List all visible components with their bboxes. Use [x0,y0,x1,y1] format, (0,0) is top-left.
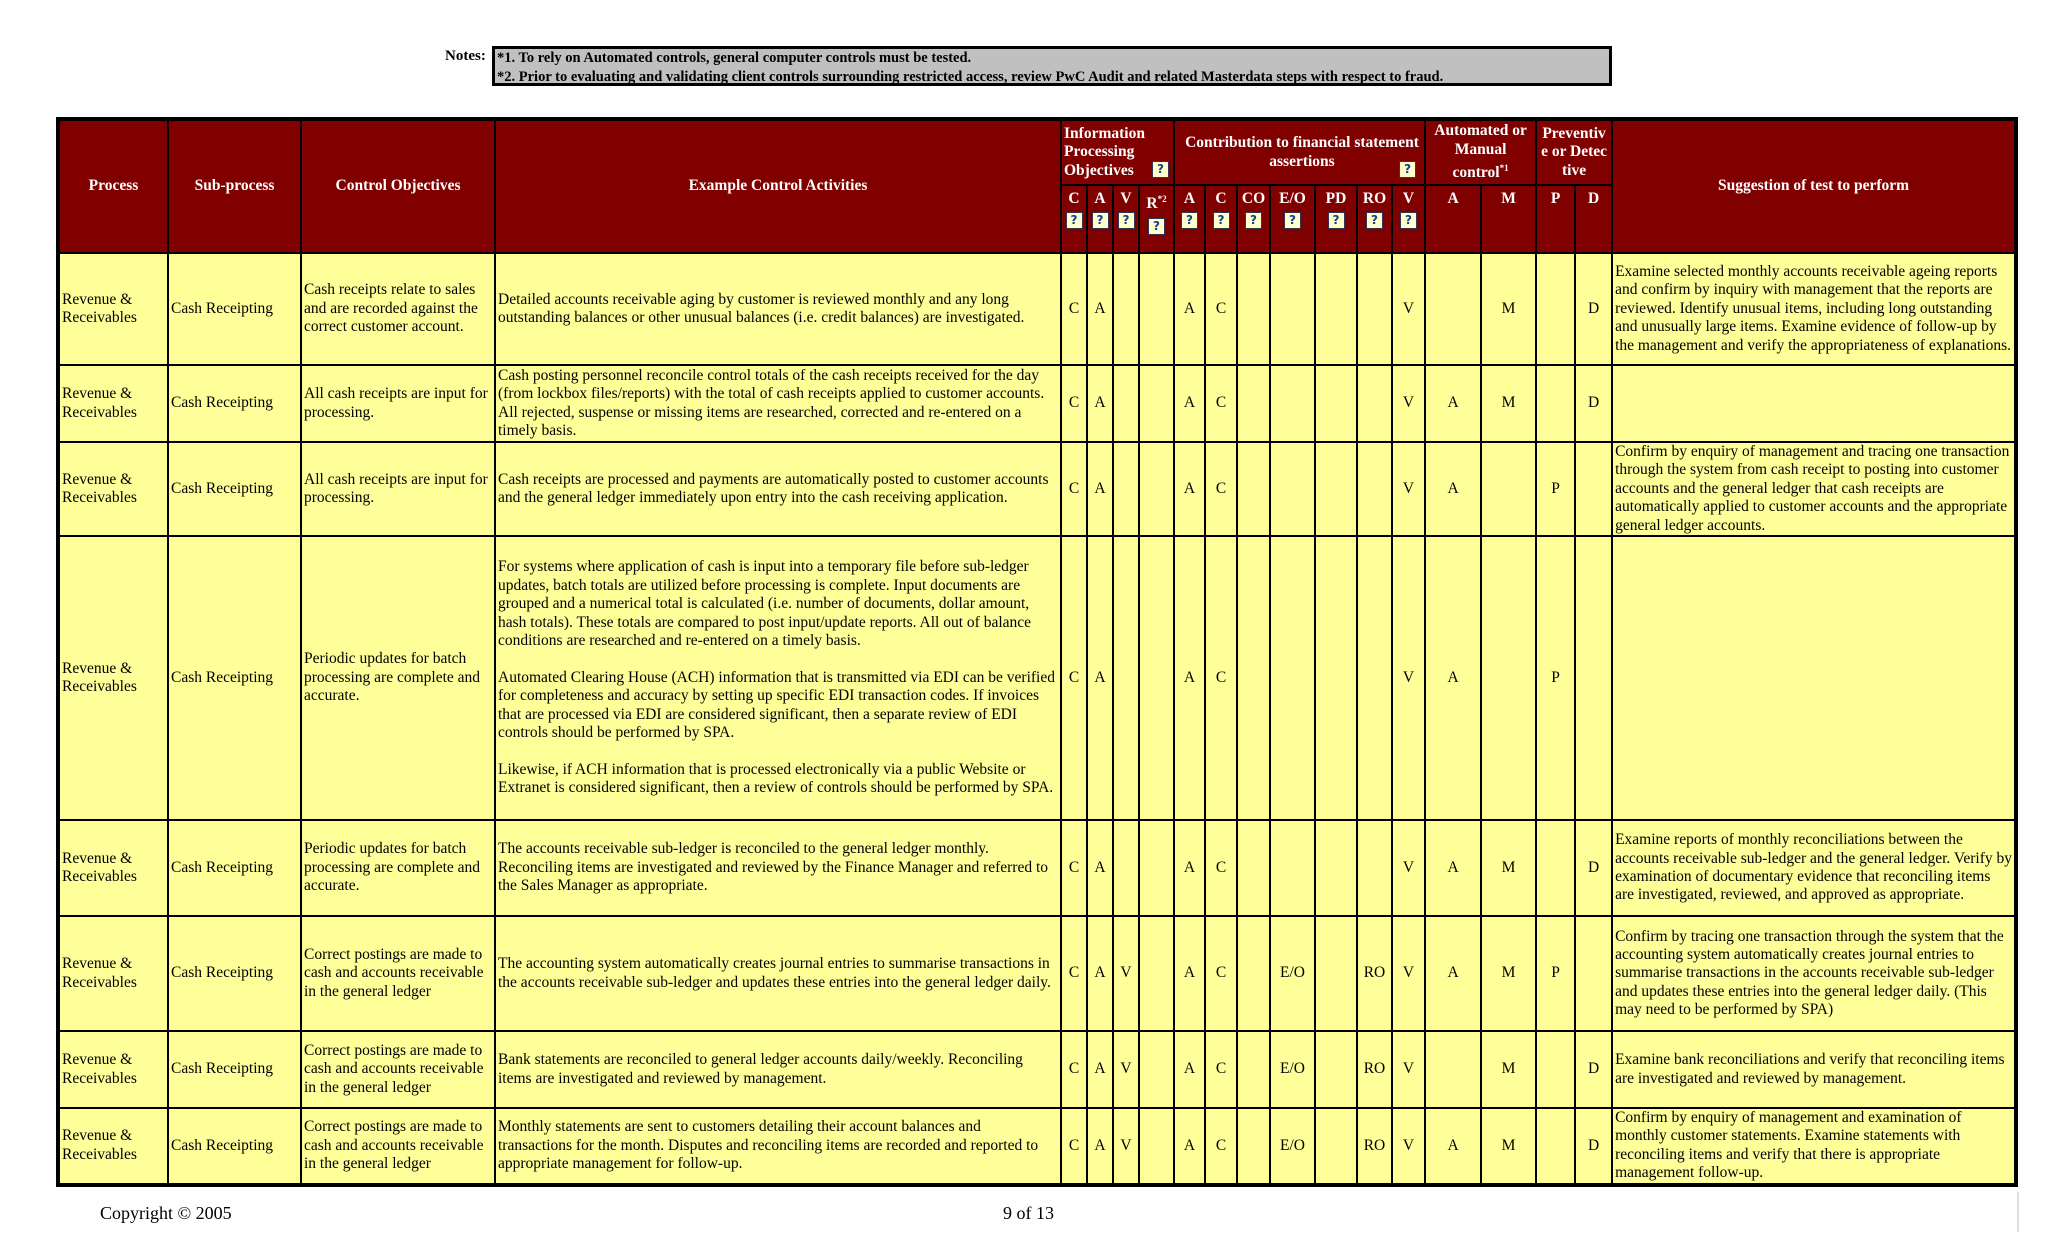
header-assertions-group [1174,119,1425,185]
table-row [58,442,2016,536]
cell-assertion: A [1174,536,1205,820]
cell-assertion [1357,442,1392,536]
page-edge-rule [2017,1192,2019,1232]
cell-subprocess: Cash Receipting [168,442,301,536]
cell-assertion: C [1205,253,1237,365]
cell-ipo [1139,1108,1174,1185]
cell-ipo: A [1087,253,1113,365]
subheader-assert-ro [1357,185,1392,253]
note-2: *2. Prior to evaluating and validating client controls surrounding restricted access, review PwC Audit and related Masterdata steps with respect to fraud. [497,69,1444,85]
cell-ipo [1113,442,1139,536]
cell-process: Revenue & Receivables [58,820,168,916]
cell-auto-manual [1425,253,1481,365]
cell-ipo [1113,536,1139,820]
cell-assertion [1237,820,1270,916]
subheader-pd-d [1575,185,1612,253]
cell-auto-manual: M [1481,1108,1536,1185]
cell-subprocess: Cash Receipting [168,253,301,365]
note-1: *1. To rely on Automated controls, general computer controls must be tested. [497,50,972,66]
subheader-label: C [1068,190,1080,207]
cell-prev-det [1536,820,1575,916]
cell-prev-det: P [1536,442,1575,536]
cell-prev-det: D [1575,1108,1612,1185]
header-assertions-label: Contribution to financial statement assertions [1185,134,1419,170]
cell-assertion: C [1205,442,1237,536]
cell-assertion [1237,365,1270,442]
cell-prev-det [1536,365,1575,442]
cell-assertion [1270,253,1315,365]
table-row [58,253,2016,365]
cell-ipo: C [1061,820,1087,916]
cell-ipo: V [1113,1108,1139,1185]
subheader-ipo-r [1139,185,1174,253]
cell-assertion [1315,442,1357,536]
cell-ipo: A [1087,916,1113,1031]
cell-ipo: A [1087,1031,1113,1108]
control-matrix-table [56,117,2018,1187]
cell-ipo [1139,442,1174,536]
subheader-am-a [1425,185,1481,253]
subheader-assert-v [1392,185,1425,253]
cell-assertion [1315,820,1357,916]
cell-process: Revenue & Receivables [58,253,168,365]
help-icon[interactable]: ? [1148,218,1165,235]
header-subprocess: Sub-process [168,119,301,253]
cell-assertion [1270,536,1315,820]
cell-ipo [1139,1031,1174,1108]
help-icon[interactable]: ? [1152,161,1169,178]
notes-box [492,46,1612,86]
cell-assertion: C [1205,365,1237,442]
cell-assertion: C [1205,536,1237,820]
footer-copyright: Copyright © 2005 [100,1203,232,1223]
cell-assertion [1237,253,1270,365]
cell-auto-manual: A [1425,820,1481,916]
cell-process: Revenue & Receivables [58,916,168,1031]
cell-assertion [1237,442,1270,536]
cell-process: Revenue & Receivables [58,1108,168,1185]
cell-auto-manual: A [1425,365,1481,442]
table-row [58,820,2016,916]
cell-control-objective: Periodic updates for batch processing are complete and accurate. [301,820,495,916]
cell-assertion: V [1392,442,1425,536]
cell-ipo: C [1061,365,1087,442]
table-row [58,536,2016,820]
table-row [58,916,2016,1031]
cell-subprocess: Cash Receipting [168,1031,301,1108]
cell-ipo [1139,916,1174,1031]
subheader-label: A [1447,190,1459,207]
subheader-label: CO [1241,190,1266,207]
cell-control-activity: Detailed accounts receivable aging by customer is reviewed monthly and any long outstanding balances or other unusual balances (i.e. credit balances) are investigated. [495,253,1061,365]
subheader-label: C [1215,190,1227,207]
help-icon[interactable]: ? [1284,212,1301,229]
table-row [58,1031,2016,1108]
cell-assertion: C [1205,1031,1237,1108]
subheader-assert-co [1237,185,1270,253]
cell-prev-det: D [1575,1031,1612,1108]
cell-suggestion: Confirm by enquiry of management and tracing one transaction through the system from cash receipt to posting into customer accounts and the general ledger that cash receipts are automatically applied to customer accounts and the appropriate general ledger accounts. [1612,442,2016,536]
cell-assertion: A [1174,820,1205,916]
cell-assertion: V [1392,916,1425,1031]
subheader-label: RO [1362,190,1387,207]
cell-ipo: C [1061,1031,1087,1108]
cell-process: Revenue & Receivables [58,536,168,820]
cell-assertion: A [1174,916,1205,1031]
cell-assertion [1237,1031,1270,1108]
subheader-label: D [1587,190,1600,207]
cell-auto-manual: A [1425,1108,1481,1185]
subheader-assert-c [1205,185,1237,253]
cell-assertion: RO [1357,1108,1392,1185]
cell-assertion: C [1205,820,1237,916]
cell-assertion [1237,1108,1270,1185]
cell-auto-manual: M [1481,820,1536,916]
cell-suggestion: Examine reports of monthly reconciliations between the accounts receivable sub-ledger and the general ledger. Verify by examination of documentary evidence that reconciling items are investigated, reviewed, and approved as appropriate. [1612,820,2016,916]
subheader-pd-p [1536,185,1575,253]
cell-prev-det: D [1575,820,1612,916]
cell-subprocess: Cash Receipting [168,916,301,1031]
cell-control-objective: All cash receipts are input for processing. [301,442,495,536]
cell-suggestion [1612,365,2016,442]
cell-assertion: RO [1357,1031,1392,1108]
cell-control-activity: The accounting system automatically creates journal entries to summarise transactions in the accounts receivable sub-ledger and updates these entries into the general ledger daily. [495,916,1061,1031]
cell-control-activity: The accounts receivable sub-ledger is reconciled to the general ledger monthly. Reconciling items are investigated and reviewed by the Finance Manager and referred to the Sales Manager as appropriate. [495,820,1061,916]
cell-auto-manual [1481,442,1536,536]
header-auto-manual-group [1425,119,1536,185]
cell-assertion [1357,253,1392,365]
cell-assertion: E/O [1270,916,1315,1031]
header-example-control-activities: Example Control Activities [495,119,1061,253]
help-icon[interactable]: ? [1092,212,1109,229]
subheader-ipo-a [1087,185,1113,253]
subheader-label: M [1501,190,1516,207]
subheader-label: V [1402,190,1415,207]
cell-ipo: V [1113,916,1139,1031]
cell-auto-manual [1481,536,1536,820]
header-suggestion: Suggestion of test to perform [1612,119,2016,253]
cell-assertion: C [1205,916,1237,1031]
cell-control-objective: Periodic updates for batch processing are complete and accurate. [301,536,495,820]
cell-assertion: V [1392,253,1425,365]
subheader-label: A [1183,190,1196,207]
subheader-label: A [1094,190,1106,207]
cell-auto-manual: M [1481,365,1536,442]
cell-control-objective: Correct postings are made to cash and accounts receivable in the general ledger [301,1108,495,1185]
cell-process: Revenue & Receivables [58,442,168,536]
help-icon[interactable]: ? [1181,212,1198,229]
cell-prev-det [1575,442,1612,536]
cell-ipo: V [1113,1031,1139,1108]
cell-assertion [1270,442,1315,536]
cell-auto-manual: A [1425,442,1481,536]
header-ipo-group [1061,119,1174,185]
footer-page-number: 9 of 13 [1003,1203,1054,1223]
subheader-ipo-c [1061,185,1087,253]
cell-auto-manual: M [1481,253,1536,365]
cell-ipo [1113,253,1139,365]
cell-assertion: V [1392,820,1425,916]
cell-assertion: V [1392,1031,1425,1108]
cell-prev-det: D [1575,365,1612,442]
cell-subprocess: Cash Receipting [168,820,301,916]
cell-ipo [1139,253,1174,365]
cell-ipo [1139,365,1174,442]
help-icon[interactable]: ? [1328,212,1345,229]
cell-assertion [1315,1108,1357,1185]
cell-ipo: C [1061,536,1087,820]
help-icon[interactable]: ? [1066,212,1083,229]
header-process: Process [58,119,168,253]
cell-assertion: A [1174,1108,1205,1185]
cell-assertion [1270,365,1315,442]
table-row [58,365,2016,442]
subheader-assert-e-o [1270,185,1315,253]
cell-control-objective: Cash receipts relate to sales and are recorded against the correct customer account. [301,253,495,365]
cell-auto-manual [1425,1031,1481,1108]
cell-assertion [1315,916,1357,1031]
cell-ipo: A [1087,820,1113,916]
cell-process: Revenue & Receivables [58,365,168,442]
cell-control-activity: Cash receipts are processed and payments are automatically posted to customer accounts and the general ledger immediately upon entry into the cash receiving application. [495,442,1061,536]
cell-ipo: A [1087,1108,1113,1185]
cell-assertion: RO [1357,916,1392,1031]
cell-ipo: A [1087,365,1113,442]
cell-subprocess: Cash Receipting [168,536,301,820]
cell-assertion [1357,365,1392,442]
cell-suggestion: Examine selected monthly accounts receivable ageing reports and confirm by inquiry with management that the reports are reviewed. Identify unusual items, including long outstanding and unusually large items. Examine evidence of follow-up by the management and verify the appropriateness of explanations. [1612,253,2016,365]
cell-control-objective: Correct postings are made to cash and accounts receivable in the general ledger [301,1031,495,1108]
cell-assertion: A [1174,442,1205,536]
subheader-label: E/O [1279,190,1306,207]
cell-assertion [1237,916,1270,1031]
cell-assertion [1270,820,1315,916]
cell-ipo: C [1061,253,1087,365]
cell-assertion [1237,536,1270,820]
cell-auto-manual: A [1425,536,1481,820]
header-auto-manual-note: *1 [1499,163,1509,174]
cell-prev-det [1536,1031,1575,1108]
cell-auto-manual: A [1425,916,1481,1031]
notes-label: Notes: [445,48,486,64]
cell-assertion [1315,536,1357,820]
cell-suggestion: Confirm by tracing one transaction through the system that the accounting system automatically creates journal entries to summarise transactions in the accounts receivable sub-ledger and updates these entries into the general ledger daily. (This may need to be performed by SPA) [1612,916,2016,1031]
cell-ipo [1113,365,1139,442]
subheader-assert-pd [1315,185,1357,253]
cell-ipo: A [1087,442,1113,536]
cell-assertion: C [1205,1108,1237,1185]
cell-assertion [1315,365,1357,442]
cell-assertion [1315,1031,1357,1108]
subheader-assert-a [1174,185,1205,253]
subheader-label: PD [1325,190,1347,207]
cell-ipo: C [1061,916,1087,1031]
cell-assertion: V [1392,365,1425,442]
subheader-label: P [1550,190,1561,207]
help-icon[interactable]: ? [1213,212,1230,229]
cell-assertion: E/O [1270,1031,1315,1108]
subheader-am-m [1481,185,1536,253]
cell-auto-manual: M [1481,1031,1536,1108]
cell-assertion [1315,253,1357,365]
cell-prev-det [1575,536,1612,820]
help-icon[interactable]: ? [1118,212,1135,229]
cell-ipo: C [1061,442,1087,536]
cell-prev-det [1575,916,1612,1031]
cell-auto-manual: M [1481,916,1536,1031]
cell-ipo [1139,536,1174,820]
cell-control-activity: Bank statements are reconciled to general ledger accounts daily/weekly. Reconciling items are investigated and reviewed by management. [495,1031,1061,1108]
cell-control-objective: All cash receipts are input for processing. [301,365,495,442]
cell-suggestion [1612,536,2016,820]
help-icon[interactable]: ? [1366,212,1383,229]
cell-prev-det: P [1536,916,1575,1031]
cell-process: Revenue & Receivables [58,1031,168,1108]
cell-subprocess: Cash Receipting [168,365,301,442]
header-control-objectives: Control Objectives [301,119,495,253]
subheader-note: *2 [1157,194,1167,204]
cell-assertion: A [1174,365,1205,442]
cell-assertion: E/O [1270,1108,1315,1185]
cell-assertion: A [1174,1031,1205,1108]
header-auto-manual-label: Automated or Manual control [1434,122,1527,182]
cell-prev-det: D [1575,253,1612,365]
subheader-label: V [1120,190,1132,207]
cell-prev-det [1536,253,1575,365]
cell-ipo: A [1087,536,1113,820]
cell-assertion [1357,820,1392,916]
header-prev-det-group: Preventive or Detective [1536,119,1612,185]
table-row [58,1108,2016,1185]
cell-ipo [1113,820,1139,916]
help-icon[interactable]: ? [1400,212,1417,229]
cell-control-activity: For systems where application of cash is input into a temporary file before sub-ledger updates, batch totals are utilized before processing is complete. Input documents are grouped and a numerical total is calculated (i.e. number of documents, dollar amount, hash totals). These totals are compared to post input/update reports. All out of balance conditions are researched and re-entered on a timely basis. Automated Clearing House (ACH) information that is transmitted via EDI can be verified for completeness and accuracy by setting up specific EDI transaction codes. If invoices that are processed via EDI are considered significant, then a separate review of EDI controls should be performed by SPA. Likewise, if ACH information that is processed electronically via a public Website or Extranet is considered significant, then a review of controls should be performed by SPA. [495,536,1061,820]
cell-prev-det [1536,1108,1575,1185]
cell-assertion: V [1392,1108,1425,1185]
subheader-ipo-v [1113,185,1139,253]
cell-ipo [1139,820,1174,916]
help-icon[interactable]: ? [1245,212,1262,229]
cell-control-objective: Correct postings are made to cash and accounts receivable in the general ledger [301,916,495,1031]
cell-suggestion: Confirm by enquiry of management and examination of monthly customer statements. Examine statements with reconciling items and verify that there is appropriate management follow-up. [1612,1108,2016,1185]
cell-assertion [1357,536,1392,820]
subheader-label: R [1146,195,1158,213]
cell-control-activity: Cash posting personnel reconcile control totals of the cash receipts received for the day (from lockbox files/reports) with the total of cash receipts applied to customer accounts. All rejected, suspense or missing items are researched, corrected and re-entered on a timely basis. [495,365,1061,442]
cell-control-activity: Monthly statements are sent to customers detailing their account balances and transactions for the month. Disputes and reconciling items are recorded and reported to appropriate management for follow-up. [495,1108,1061,1185]
cell-subprocess: Cash Receipting [168,1108,301,1185]
cell-suggestion: Examine bank reconciliations and verify that reconciling items are investigated and reviewed by management. [1612,1031,2016,1108]
header-ipo-label: Information Processing Objectives [1064,124,1145,179]
help-icon[interactable]: ? [1399,161,1416,178]
cell-assertion: V [1392,536,1425,820]
cell-prev-det: P [1536,536,1575,820]
cell-assertion: A [1174,253,1205,365]
cell-ipo: C [1061,1108,1087,1185]
